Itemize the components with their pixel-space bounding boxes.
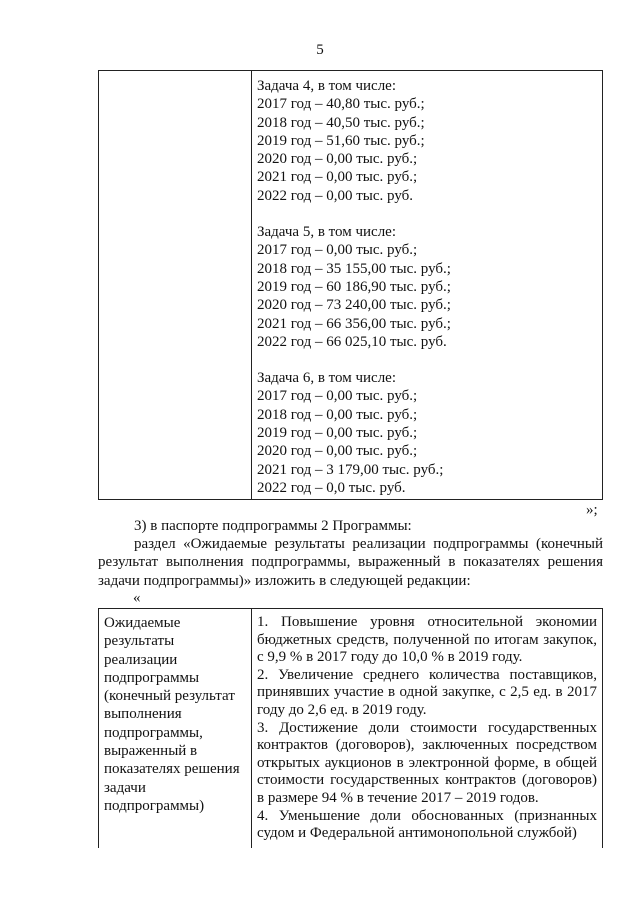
- label-line: выполнения: [104, 706, 182, 723]
- task-year-line: 2019 год – 51,60 тыс. руб.;: [257, 132, 425, 149]
- result-item: 1. Повышение уровня относительной экономии бюджетных средств, полученной по итогам закупок, с 9,9 % в 2017 году до 10,0 % в 2019 году.: [257, 614, 597, 666]
- label-line: задачи: [104, 779, 146, 796]
- result-item: 2. Увеличение среднего количества поставщиков, принявших участие в одной закупке, с 2,5 ед. в 2017 году до 2,6 ед. в 2019 году.: [257, 666, 597, 718]
- task-year-line: 2021 год – 0,00 тыс. руб.;: [257, 169, 418, 186]
- page-number: 5: [316, 42, 324, 58]
- task-block: [257, 369, 598, 497]
- task-year-line: 2021 год – 66 356,00 тыс. руб.;: [257, 315, 451, 332]
- task-year-line: 2021 год – 3 179,00 тыс. руб.;: [257, 461, 444, 478]
- task-year-line: 2020 год – 0,00 тыс. руб.;: [257, 443, 418, 460]
- results-content-cell: [257, 614, 597, 843]
- task-title: Задача 5, в том числе:: [257, 224, 396, 241]
- task-year-line: 2019 год – 0,00 тыс. руб.;: [257, 425, 418, 442]
- task-year-line: 2022 год – 0,0 тыс. руб.: [257, 479, 406, 496]
- closing-quote: »;: [586, 502, 598, 518]
- task-year-line: 2019 год – 60 186,90 тыс. руб.;: [257, 278, 451, 295]
- funding-cell: [257, 77, 598, 515]
- results-table: [98, 608, 603, 848]
- column-divider: [251, 71, 252, 499]
- column-divider: [251, 609, 252, 848]
- task-year-line: 2022 год – 66 025,10 тыс. руб.: [257, 333, 447, 350]
- task-title: Задача 4, в том числе:: [257, 78, 396, 94]
- results-label-cell: [104, 614, 249, 815]
- label-line: (конечный результат: [104, 688, 235, 705]
- label-line: подпрограммы,: [104, 724, 203, 741]
- label-line: подпрограммы: [104, 669, 200, 686]
- task-year-line: 2018 год – 40,50 тыс. руб.;: [257, 114, 425, 131]
- label-line: реализации: [104, 651, 178, 668]
- label-line: выраженный в: [104, 743, 198, 760]
- label-line: подпрограммы): [104, 797, 205, 814]
- task-year-line: 2017 год – 0,00 тыс. руб.;: [257, 388, 418, 405]
- task-year-line: 2020 год – 0,00 тыс. руб.;: [257, 151, 418, 168]
- result-item: 3. Достижение доли стоимости государственных контрактов (договоров), заключенных посредством открытых аукционов в электронной форме, в общей стоимости государственных контрактов (договоров) в размере 94 % в течение 2017 – 2019 годов.: [257, 719, 597, 806]
- task-title: Задача 6, в том числе:: [257, 370, 396, 387]
- task-year-line: 2017 год – 0,00 тыс. руб.;: [257, 242, 418, 259]
- task-block: [257, 77, 598, 205]
- task-year-line: 2022 год – 0,00 тыс. руб.: [257, 187, 414, 204]
- task-block: [257, 223, 598, 351]
- opening-quote: «: [133, 590, 141, 606]
- task-year-line: 2017 год – 40,80 тыс. руб.;: [257, 96, 425, 113]
- label-line: результаты: [104, 633, 175, 650]
- task-year-line: 2018 год – 0,00 тыс. руб.;: [257, 406, 418, 423]
- label-line: Ожидаемые: [104, 615, 181, 631]
- funding-table: [98, 70, 603, 500]
- paragraph-subprogram: 3) в паспорте подпрограммы 2 Программы:: [134, 518, 412, 534]
- result-item: 4. Уменьшение доли обоснованных (признанных судом и Федеральной антимонопольной службой): [257, 807, 597, 842]
- paragraph-section-instruction: раздел «Ожидаемые результаты реализации подпрограммы (конечный результат выполнения подпрограммы, выраженный в показателях решения задачи подпрограммы)» изложить в следующей редакции:: [98, 536, 603, 589]
- task-year-line: 2018 год – 35 155,00 тыс. руб.;: [257, 260, 451, 277]
- label-line: показателях решения: [104, 761, 240, 778]
- task-year-line: 2020 год – 73 240,00 тыс. руб.;: [257, 297, 451, 314]
